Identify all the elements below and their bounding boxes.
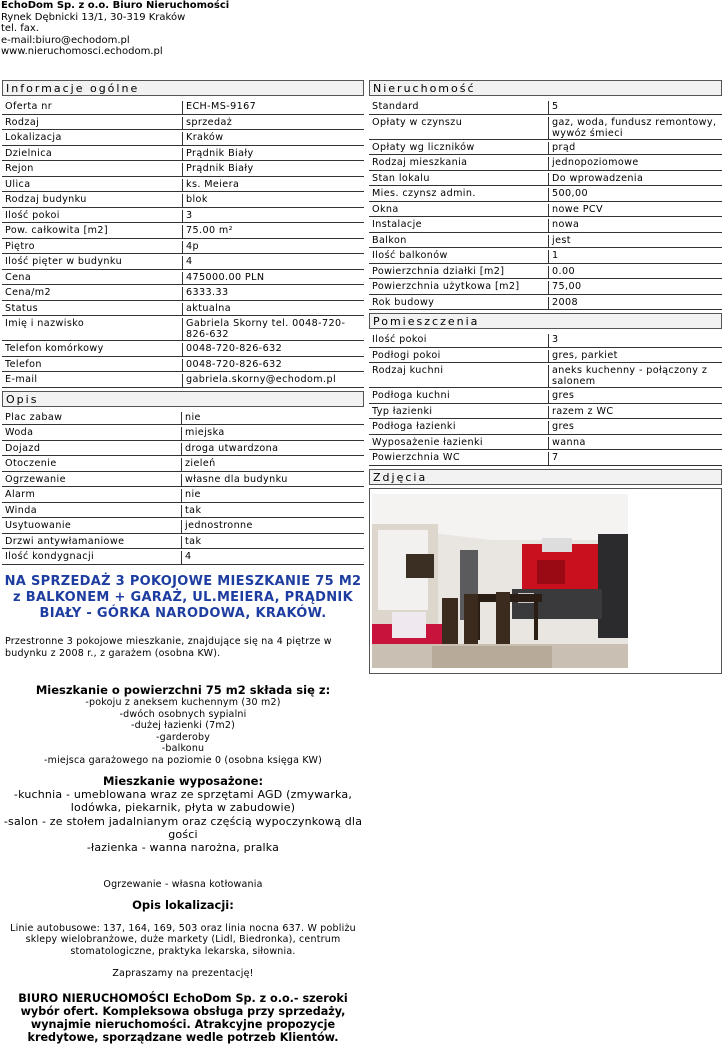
field-label: Rejon bbox=[2, 163, 183, 177]
field-label: Podłogi pokoi bbox=[369, 350, 549, 364]
field-label: Telefon komórkowy bbox=[2, 343, 183, 357]
agency-name: EchoDom Sp. z o.o. Biuro Nieruchomości bbox=[1, 0, 230, 11]
section-rooms-title: Pomieszczenia bbox=[369, 313, 722, 329]
field-value: gres, parkiet bbox=[549, 350, 722, 364]
description-table bbox=[2, 410, 364, 567]
field-label: Instalacje bbox=[369, 219, 549, 233]
left-column bbox=[2, 80, 364, 567]
field-value: miejska bbox=[182, 427, 364, 441]
location-text: Linie autobusowe: 137, 164, 169, 503 oraz linia nocna 637. W pobliżu sklepy wielobranżowe, duże markety (Lidl, Biedronka), centrum stomatologiczne, praktyka lekarska, siłownia. bbox=[10, 922, 356, 957]
property-table bbox=[369, 99, 722, 312]
field-value: blok bbox=[183, 194, 364, 208]
table-row bbox=[2, 412, 364, 426]
field-value: sprzedaż bbox=[183, 117, 364, 131]
field-value: 4p bbox=[183, 241, 364, 255]
field-label: Mies. czynsz admin. bbox=[369, 188, 549, 202]
offer-headline: NA SPRZEDAŻ 3 POKOJOWE MIESZKANIE 75 M2 z BALKONEM + GARAŻ, UL.MEIERA, PRĄDNIK BIAŁY - GÓRKA NARODOWA, KRAKÓW. bbox=[4, 574, 362, 621]
table-row bbox=[2, 163, 364, 177]
list-item: -miejsca garażowego na poziomie 0 (osobna księga KW) bbox=[43, 754, 322, 766]
field-value: prąd bbox=[549, 142, 722, 156]
field-value: nie bbox=[182, 412, 364, 426]
field-label: Ilość pięter w budynku bbox=[2, 256, 183, 270]
table-row bbox=[2, 489, 364, 503]
list-item: -balkonu bbox=[161, 743, 205, 754]
table-row bbox=[2, 359, 364, 373]
table-row bbox=[2, 225, 364, 239]
field-label: Status bbox=[2, 303, 183, 317]
table-row bbox=[2, 179, 364, 193]
field-value: gabriela.skorny@echodom.pl bbox=[183, 374, 364, 388]
field-label: Rodzaj budynku bbox=[2, 194, 183, 208]
field-label: Ilość pokoi bbox=[2, 210, 183, 224]
photo-frame bbox=[369, 488, 722, 674]
field-label: Podłoga łazienki bbox=[369, 421, 549, 435]
field-label: Cena bbox=[2, 272, 183, 286]
agency-phone: tel. fax. bbox=[1, 23, 39, 34]
field-label: Okna bbox=[369, 204, 549, 218]
table-row bbox=[2, 272, 364, 286]
field-label: Alarm bbox=[2, 489, 182, 503]
apartment-photo[interactable] bbox=[372, 494, 628, 668]
field-value: 2008 bbox=[549, 297, 722, 311]
table-row bbox=[369, 219, 722, 233]
general-info-table bbox=[2, 99, 364, 390]
field-value: 5 bbox=[549, 101, 722, 115]
table-row bbox=[2, 343, 364, 357]
table-row bbox=[2, 458, 364, 472]
rooms-table bbox=[369, 332, 722, 468]
field-label: Wyposażenie łazienki bbox=[369, 437, 549, 451]
field-value: 500,00 bbox=[549, 188, 722, 202]
field-label: Rok budowy bbox=[369, 297, 549, 311]
field-value: Kraków bbox=[183, 132, 364, 146]
field-label: Winda bbox=[2, 505, 182, 519]
field-label: Ilość balkonów bbox=[369, 250, 549, 264]
table-row bbox=[369, 101, 722, 115]
field-value: Prądnik Biały bbox=[183, 163, 364, 177]
agency-email: e-mail:biuro@echodom.pl bbox=[1, 34, 130, 46]
table-row bbox=[369, 421, 722, 435]
field-label: Pow. całkowita [m2] bbox=[2, 225, 183, 239]
field-value: jednostronne bbox=[182, 520, 364, 534]
field-label: Plac zabaw bbox=[2, 412, 182, 426]
field-label: Dzielnica bbox=[2, 148, 183, 162]
table-row bbox=[2, 132, 364, 146]
field-value: własne dla budynku bbox=[182, 474, 364, 488]
table-row bbox=[369, 117, 722, 140]
equipment-title: Mieszkanie wyposażone: bbox=[102, 774, 264, 788]
agency-address: Rynek Dębnicki 13/1, 30-319 Kraków bbox=[1, 11, 186, 23]
table-row bbox=[369, 334, 722, 348]
table-row bbox=[2, 443, 364, 457]
field-label: Powierzchnia użytkowa [m2] bbox=[369, 281, 549, 295]
field-label: Lokalizacja bbox=[2, 132, 183, 146]
table-row bbox=[2, 148, 364, 162]
field-label: Podłoga kuchni bbox=[369, 390, 549, 404]
field-value: 6333.33 bbox=[183, 287, 364, 301]
table-row bbox=[369, 235, 722, 249]
field-label: E-mail bbox=[2, 374, 183, 388]
table-row bbox=[2, 256, 364, 270]
field-value: jest bbox=[549, 235, 722, 249]
field-label: Standard bbox=[369, 101, 549, 115]
field-label: Cena/m2 bbox=[2, 287, 183, 301]
field-value: ks. Meiera bbox=[183, 179, 364, 193]
field-value: 0048-720-826-632 bbox=[183, 343, 364, 357]
field-label: Otoczenie bbox=[2, 458, 182, 472]
table-row bbox=[2, 474, 364, 488]
field-value: tak bbox=[182, 536, 364, 550]
right-column bbox=[369, 80, 722, 674]
list-item: -salon - ze stołem jadalnianym oraz częścią wypoczynkową dla gości bbox=[3, 814, 363, 841]
field-value: 4 bbox=[182, 551, 364, 565]
agency-header bbox=[1, 0, 229, 58]
field-value: 1 bbox=[549, 250, 722, 264]
table-row bbox=[2, 194, 364, 208]
table-row bbox=[2, 551, 364, 565]
layout-list bbox=[2, 697, 364, 766]
field-label: Rodzaj kuchni bbox=[369, 365, 549, 388]
table-row bbox=[369, 452, 722, 466]
section-description-title: Opis bbox=[2, 391, 364, 407]
field-value: nie bbox=[182, 489, 364, 503]
table-row bbox=[2, 505, 364, 519]
field-label: Woda bbox=[2, 427, 182, 441]
list-item: -garderoby bbox=[155, 731, 211, 743]
offer-description bbox=[2, 574, 364, 1044]
table-row bbox=[2, 427, 364, 441]
field-value: 0048-720-826-632 bbox=[183, 359, 364, 373]
field-value: 3 bbox=[183, 210, 364, 224]
field-value: 0.00 bbox=[549, 266, 722, 280]
field-label: Opłaty wg liczników bbox=[369, 142, 549, 156]
location-title: Opis lokalizacji: bbox=[132, 897, 234, 912]
table-row bbox=[2, 241, 364, 255]
field-value: zieleń bbox=[182, 458, 364, 472]
field-value: 3 bbox=[549, 334, 722, 348]
offer-intro: Przestronne 3 pokojowe mieszkanie, znajdujące się na 4 piętrze w budynku z 2008 r., z garażem (osobna KW). bbox=[5, 636, 332, 659]
table-row bbox=[369, 142, 722, 156]
field-label: Telefon bbox=[2, 359, 183, 373]
field-label: Ogrzewanie bbox=[2, 474, 182, 488]
table-row bbox=[369, 297, 722, 311]
table-row bbox=[2, 101, 364, 115]
table-row bbox=[2, 536, 364, 550]
field-value: aneks kuchenny - połączony z salonem bbox=[549, 365, 722, 388]
field-label: Powierzchnia działki [m2] bbox=[369, 266, 549, 280]
field-value: ECH-MS-9167 bbox=[183, 101, 364, 115]
table-row bbox=[369, 437, 722, 451]
field-value: droga utwardzona bbox=[182, 443, 364, 457]
field-label: Usytuowanie bbox=[2, 520, 182, 534]
field-value: nowa bbox=[549, 219, 722, 233]
field-value: Gabriela Skorny tel. 0048-720-826-632 bbox=[183, 318, 364, 341]
equipment-list bbox=[2, 788, 364, 854]
field-value: gres bbox=[549, 421, 722, 435]
table-row bbox=[2, 520, 364, 534]
field-label: Rodzaj mieszkania bbox=[369, 157, 549, 171]
field-value: wanna bbox=[549, 437, 722, 451]
field-value: 475000.00 PLN bbox=[183, 272, 364, 286]
table-row bbox=[369, 406, 722, 420]
field-value: 75,00 bbox=[549, 281, 722, 295]
field-label: Typ łazienki bbox=[369, 406, 549, 420]
field-label: Ulica bbox=[2, 179, 183, 193]
heating-info: Ogrzewanie - własna kotłowania bbox=[103, 879, 263, 891]
table-row bbox=[369, 188, 722, 202]
table-row bbox=[2, 287, 364, 301]
layout-title: Mieszkanie o powierzchni 75 m2 składa się z: bbox=[35, 683, 331, 697]
agency-footer: BIURO NIERUCHOMOŚCI EchoDom Sp. z o.o.- szeroki wybór ofert. Kompleksowa obsługa przy sprzedaży, wynajmie nieruchomości. Atrakcyjne propozycje kredytowe, sporządzane wedle potrzeb Klientów. bbox=[18, 991, 348, 1044]
field-value: Do wprowadzenia bbox=[549, 173, 722, 187]
list-item: -dwóch osobnych sypialni bbox=[119, 708, 247, 720]
field-label: Piętro bbox=[2, 241, 183, 255]
table-row bbox=[2, 374, 364, 388]
field-value: gaz, woda, fundusz remontowy, wywóz śmieci bbox=[549, 117, 722, 140]
field-value: aktualna bbox=[183, 303, 364, 317]
field-label: Imię i nazwisko bbox=[2, 318, 183, 341]
field-value: gres bbox=[549, 390, 722, 404]
table-row bbox=[2, 318, 364, 341]
list-item: -dużej łazienki (7m2) bbox=[130, 720, 236, 731]
table-row bbox=[369, 350, 722, 364]
field-value: Prądnik Biały bbox=[183, 148, 364, 162]
section-photos-title: Zdjęcia bbox=[369, 469, 722, 485]
table-row bbox=[369, 266, 722, 280]
agency-website: www.nieruchomosci.echodom.pl bbox=[1, 46, 163, 57]
field-label: Drzwi antywłamaniowe bbox=[2, 536, 182, 550]
field-value: razem z WC bbox=[549, 406, 722, 420]
list-item: -kuchnia - umeblowana wraz ze sprzętami AGD (zmywarka, lodówka, piekarnik, płyta w zabudowie) bbox=[13, 788, 353, 815]
table-row bbox=[369, 365, 722, 388]
field-label: Oferta nr bbox=[2, 101, 183, 115]
field-value: jednopoziomowe bbox=[549, 157, 722, 171]
field-value: nowe PCV bbox=[549, 204, 722, 218]
table-row bbox=[369, 390, 722, 404]
apartment-photo-image bbox=[372, 494, 628, 668]
field-label: Opłaty w czynszu bbox=[369, 117, 549, 140]
table-row bbox=[369, 173, 722, 187]
list-item: -pokoju z aneksem kuchennym (30 m2) bbox=[85, 697, 281, 708]
table-row bbox=[2, 117, 364, 131]
field-label: Ilość kondygnacji bbox=[2, 551, 182, 565]
field-value: 7 bbox=[549, 452, 722, 466]
invitation: Zapraszamy na prezentację! bbox=[112, 968, 254, 980]
list-item: -łazienka - wanna narożna, pralka bbox=[86, 841, 280, 855]
field-label: Balkon bbox=[369, 235, 549, 249]
table-row bbox=[369, 281, 722, 295]
field-label: Dojazd bbox=[2, 443, 182, 457]
table-row bbox=[2, 210, 364, 224]
field-value: 4 bbox=[183, 256, 364, 270]
field-label: Powierzchnia WC bbox=[369, 452, 549, 466]
section-property-title: Nieruchomość bbox=[369, 80, 722, 96]
field-label: Rodzaj bbox=[2, 117, 183, 131]
section-general-title: Informacje ogólne bbox=[2, 80, 364, 96]
table-row bbox=[369, 157, 722, 171]
field-value: tak bbox=[182, 505, 364, 519]
field-label: Stan lokalu bbox=[369, 173, 549, 187]
table-row bbox=[369, 250, 722, 264]
table-row bbox=[369, 204, 722, 218]
field-value: 75.00 m² bbox=[183, 225, 364, 239]
field-label: Ilość pokoi bbox=[369, 334, 549, 348]
table-row bbox=[2, 303, 364, 317]
